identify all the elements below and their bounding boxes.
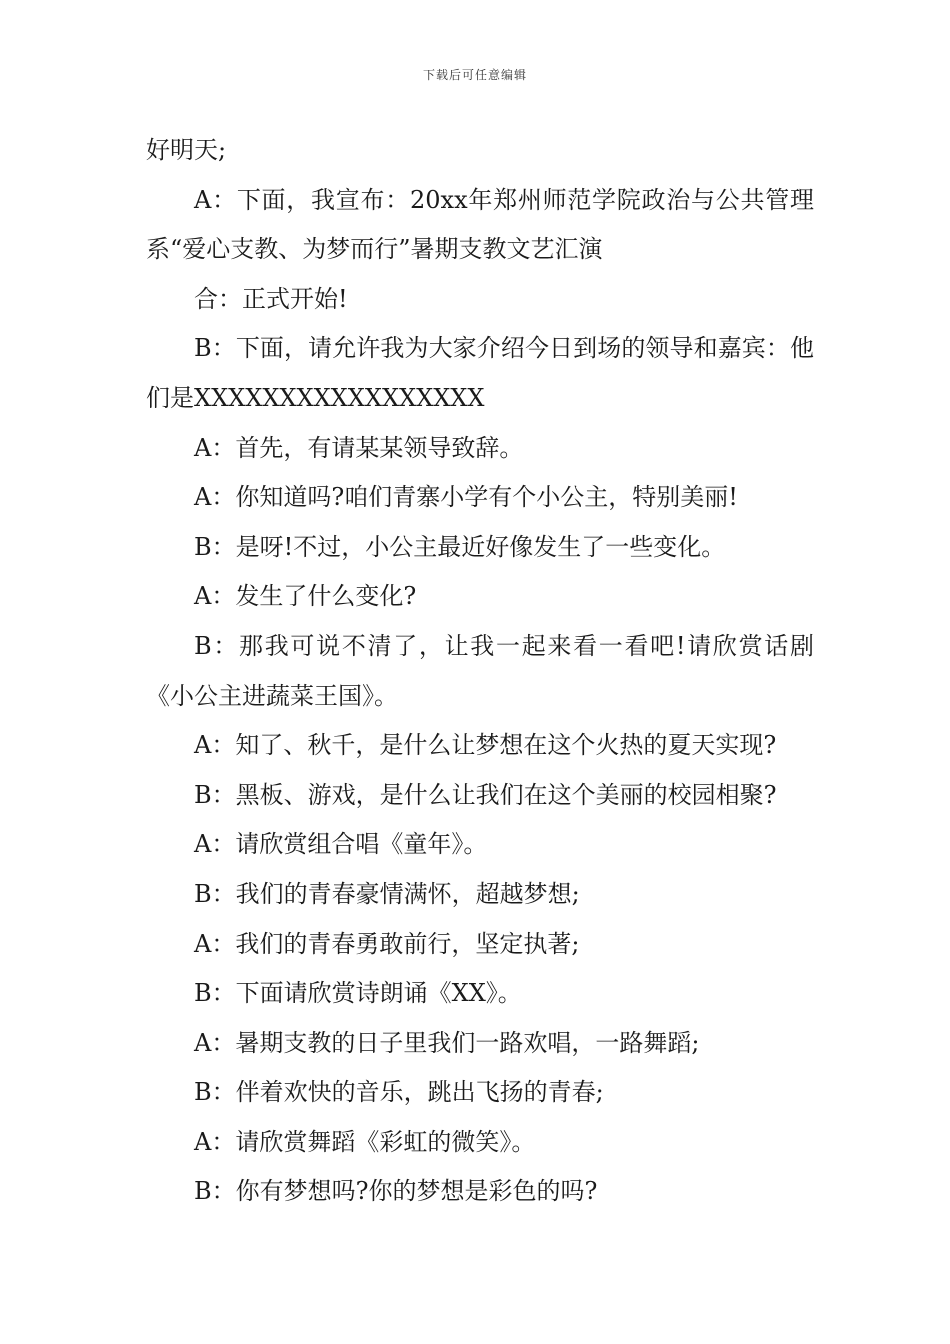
paragraph: B：那我可说不清了，让我一起来看一看吧!请欣赏话剧《小公主进蔬菜王国》。 [146,631,814,710]
paragraph: A：首先，有请某某领导致辞。 [194,433,524,462]
paragraph: A：发生了什么变化? [194,582,417,611]
paragraph: B：你有梦想吗?你的梦想是彩色的吗? [194,1177,598,1206]
paragraph: B：伴着欢快的音乐，跳出飞扬的青春; [194,1078,604,1107]
paragraph: B：我们的青春豪情满怀，超越梦想; [194,879,580,908]
paragraph: B：下面，请允许我为大家介绍今日到场的领导和嘉宾：他们是XXXXXXXXXXXXXXXXX [146,334,814,412]
paragraph: A：请欣赏组合唱《童年》。 [194,830,488,859]
document-body [146,126,814,1217]
paragraph: B：下面请欣赏诗朗诵《XX》。 [194,979,522,1008]
page-header-note: 下载后可任意编辑 [422,68,527,82]
paragraph: B：黑板、游戏，是什么让我们在这个美丽的校园相聚? [194,780,777,809]
paragraph: 合：正式开始! [194,284,348,313]
paragraph: A：请欣赏舞蹈《彩虹的微笑》。 [194,1127,536,1156]
paragraph: B：是呀!不过，小公主最近好像发生了一些变化。 [194,532,726,561]
paragraph: A：我们的青春勇敢前行，坚定执著; [194,929,580,958]
paragraph: A：下面，我宣布：20xx年郑州师范学院政治与公共管理系“爱心支教、为梦而行”暑期支教文艺汇演 [146,185,814,264]
paragraph: 好明天; [146,136,227,164]
paragraph: A：暑期支教的日子里我们一路欢唱，一路舞蹈; [194,1028,700,1057]
paragraph: A：知了、秋千，是什么让梦想在这个火热的夏天实现? [194,731,777,760]
paragraph: A：你知道吗?咱们青寨小学有个小公主，特别美丽! [194,483,738,512]
